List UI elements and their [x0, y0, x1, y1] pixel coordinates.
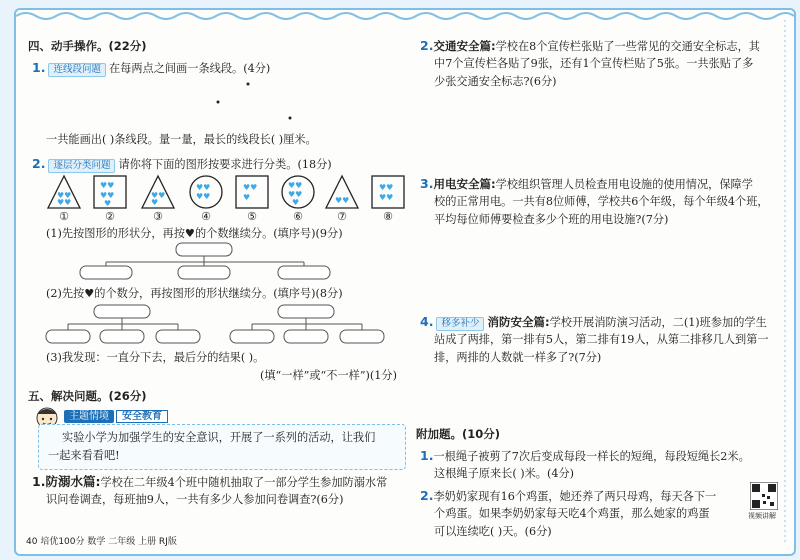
- q3-title: 用电安全篇:: [433, 177, 496, 191]
- q4-number: 4.: [420, 314, 434, 329]
- q3-electric-line-1: [420, 176, 753, 193]
- svg-text:♥♥: ♥♥: [379, 193, 394, 202]
- q3-line-3: 平均每位师傅要检查多少个班的用电设施?(7分): [434, 213, 669, 226]
- q5-1-title: 1.防溺水篇:: [32, 474, 101, 489]
- qr-caption: 视频讲解: [748, 512, 776, 520]
- e1-text-1: 一根绳子被剪了7次后变成每段一样长的短绳，每段短绳长2米。: [433, 450, 750, 463]
- q2-text: 请你将下面的图形按要求进行分类。(18分): [118, 158, 332, 171]
- svg-text:♥♥: ♥♥: [100, 191, 115, 200]
- shape-label-4: ④: [201, 210, 211, 223]
- tree-diagram-2: [28, 302, 410, 350]
- dot-3: [289, 117, 292, 120]
- svg-text:♥: ♥: [104, 199, 112, 208]
- e2-number: 2.: [420, 488, 434, 503]
- shape-label-2: ②: [105, 210, 115, 223]
- q4-fire-line-1: [420, 314, 767, 331]
- shape-5-square: [236, 176, 268, 208]
- svg-text:♥♥: ♥♥: [288, 190, 303, 199]
- q2-traffic-text-1: 学校在8个宣传栏张贴了一些常见的交通安全标志，其: [495, 40, 760, 53]
- shape-label-8: ⑧: [383, 210, 393, 223]
- q4-line-3: 排，两排的人数就一样多了?(7分): [434, 351, 602, 364]
- q3-text-1: 学校组织管理人员检查用电设施的使用情况，保障学: [495, 178, 753, 191]
- shape-1-triangle: [48, 176, 80, 208]
- shape-label-5: ⑤: [247, 210, 257, 223]
- shape-8-square: [372, 176, 404, 208]
- shape-label-7: ⑦: [337, 210, 347, 223]
- q3-line-2: 校的正常用电。一共有8位师傅，学校共6个年级，每个年级4个班，: [434, 195, 769, 208]
- worksheet-page: [14, 8, 796, 556]
- q2-tag: 逐层分类问题: [48, 159, 115, 173]
- q1-line: [32, 60, 270, 77]
- e2-line-2: 个鸡蛋。如果李奶奶家每天吃4个鸡蛋，那么她家的鸡蛋: [434, 507, 710, 520]
- shape-6-circle: [282, 176, 314, 208]
- right-column: [416, 28, 776, 548]
- svg-text:♥♥: ♥♥: [379, 183, 394, 192]
- shape-label-6: ⑥: [293, 210, 303, 223]
- side-decoration: [776, 10, 794, 554]
- svg-text:♥♥: ♥♥: [100, 181, 115, 190]
- q2-sub1: (1)先按图形的形状分，再按♥的个数继续分。(填序号)(9分): [46, 227, 343, 240]
- extra-heading: 附加题。(10分): [416, 427, 501, 441]
- wavy-border: [16, 10, 794, 20]
- shapes-row: [46, 174, 406, 210]
- qr-code-icon[interactable]: [750, 482, 778, 510]
- theme-line-2: 一起来看看吧!: [48, 449, 120, 462]
- q4-tag: 移多补少: [436, 317, 484, 331]
- e1-line-2: 这根绳子原来长( )米。(4分): [434, 467, 575, 480]
- q5-1-line-1: [32, 474, 387, 491]
- q2-note: (填“一样”或“不一样”)(1分): [260, 369, 397, 382]
- q1-answer: 一共能画出( )条线段。量一量，最长的线段长( )厘米。: [46, 133, 317, 146]
- theme-title: 安全教育: [116, 410, 168, 423]
- q2-line: [32, 156, 332, 173]
- e2-line-3: 可以连续吃( )天。(6分): [434, 525, 552, 538]
- shape-label-3: ③: [153, 210, 163, 223]
- q4-line-2: 站成了两排，第一排有5人，第二排有19人，从第二排移几人到第一: [434, 333, 769, 346]
- q2-traffic-title: 交通安全篇:: [433, 39, 496, 53]
- svg-text:♥: ♥: [151, 198, 159, 207]
- tree-diagram-1: [28, 242, 410, 288]
- svg-text:♥♥: ♥♥: [335, 196, 350, 205]
- q1-tag: 连线段问题: [48, 63, 106, 77]
- q4-title: 消防安全篇:: [487, 315, 550, 329]
- q2-traffic-line-3: 少张交通安全标志?(6分): [434, 75, 557, 88]
- svg-text:♥♥: ♥♥: [196, 183, 211, 192]
- q3-number: 3.: [420, 176, 434, 191]
- q4-text-1: 学校开展消防演习活动，二(1)班参加的学生: [549, 316, 767, 329]
- svg-text:♥: ♥: [243, 193, 251, 202]
- q2-traffic-line-2: 中7个宣传栏各贴了9张，还有1个宣传栏贴了5张。一共张贴了多: [434, 57, 754, 70]
- q1-text: 在每两点之间画一条线段。(4分): [108, 62, 271, 75]
- dots-figure: [178, 78, 318, 128]
- q5-1-line-2: 识问卷调查，每班抽9人，一共有多少人参加问卷调查?(6分): [46, 493, 344, 506]
- q2-number: 2.: [32, 156, 46, 171]
- theme-header: [64, 408, 168, 425]
- e1-line-1: [420, 448, 750, 465]
- svg-text:♥♥: ♥♥: [57, 191, 72, 200]
- q2-sub3: (3)我发现：一直分下去，最后分的结果( )。: [46, 351, 265, 364]
- svg-text:♥♥: ♥♥: [57, 198, 72, 207]
- theme-label: 主题情境: [64, 410, 114, 423]
- svg-text:♥♥: ♥♥: [288, 181, 303, 190]
- shape-3-triangle: [142, 176, 174, 208]
- q1-number: 1.: [32, 60, 46, 75]
- q2-sub2: (2)先按♥的个数分，再按图形的形状继续分。(填序号)(8分): [46, 287, 343, 300]
- left-column: [28, 28, 410, 548]
- dot-2: [247, 83, 250, 86]
- svg-text:♥♥: ♥♥: [151, 191, 166, 200]
- section-4-heading: 四、动手操作。(22分): [28, 39, 147, 53]
- section-5-heading: 五、解决问题。(26分): [28, 389, 147, 403]
- theme-line-1: 实验小学为加强学生的安全意识，开展了一系列的活动，让我们: [62, 431, 376, 444]
- svg-text:♥♥: ♥♥: [243, 183, 258, 192]
- e2-line-1: [420, 488, 716, 505]
- q2-traffic-number: 2.: [420, 38, 434, 53]
- dot-1: [217, 101, 220, 104]
- e2-text-1: 李奶奶家现有16个鸡蛋，她还养了两只母鸡，每天各下一: [433, 490, 717, 503]
- q2-traffic-line-1: [420, 38, 760, 55]
- svg-text:♥: ♥: [292, 198, 300, 207]
- q5-1-text-1: 学校在二年级4个班中随机抽取了一部分学生参加防溺水常: [100, 476, 388, 489]
- shape-label-1: ①: [59, 210, 69, 223]
- shape-4-circle: [190, 176, 222, 208]
- svg-text:♥♥: ♥♥: [196, 192, 211, 201]
- e1-number: 1.: [420, 448, 434, 463]
- shape-2-square: [94, 176, 126, 208]
- shape-7-triangle: [326, 176, 358, 208]
- page-footer: 40 培优100分 数学 二年级 上册 RJ版: [26, 537, 177, 547]
